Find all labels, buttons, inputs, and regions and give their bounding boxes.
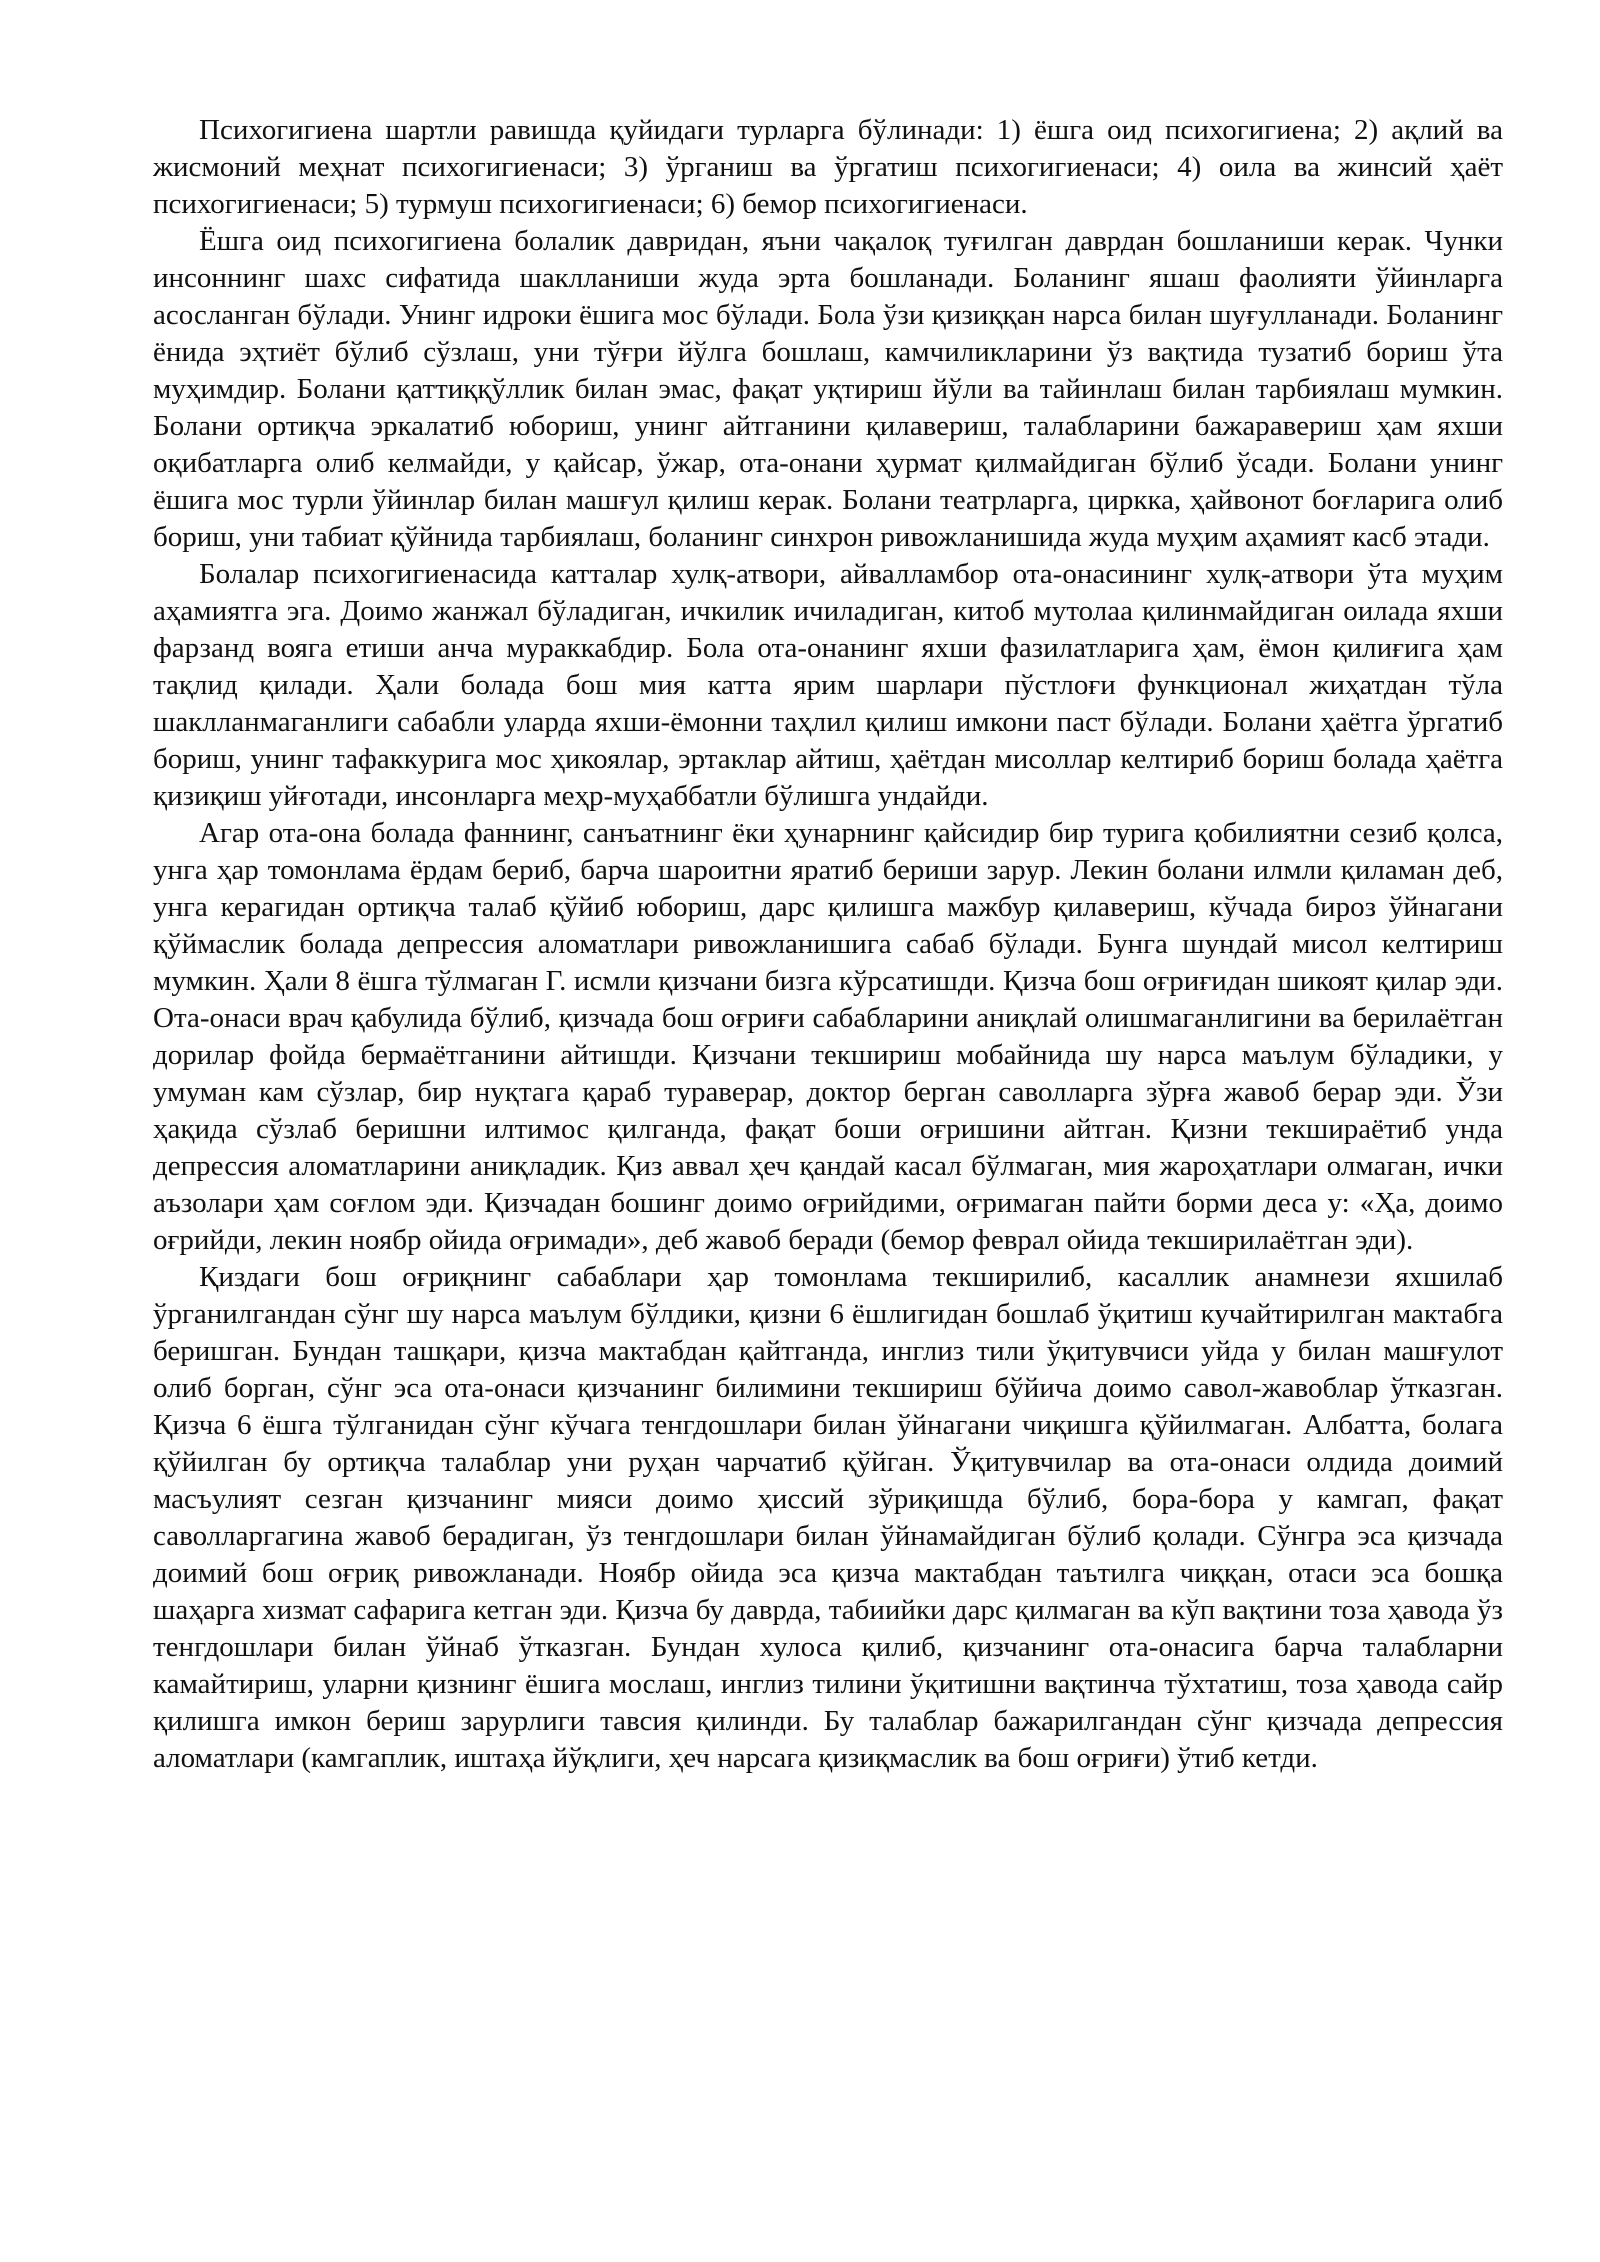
paragraph-age-psychohygiene: Ёшга оид психогигиена болалик давридан, яъни чақалоқ туғилган даврдан бошланиши керак. Чунки инсоннинг шахс сифатида шаклланиши жуда эрта бошланади. Боланинг яшаш фаолияти ўйинларга асосланган бўлади. Унинг идроки ёшига мос бўлади. Бола ўзи қизиққан нарса билан шуғулланади. Боланинг ёнида эҳтиёт бўлиб сўзлаш, уни тўғри йўлга бошлаш, камчиликларини ўз вақтида тузатиб бориш ўта муҳимдир. Болани қаттиққўллик билан эмас, фақат уқтириш йўли ва тайинлаш билан тарбиялаш мумкин. Болани ортиқча эркалатиб юбориш, унинг айтганини қилавериш, талабларини бажаравериш ҳам яхши оқибатларга олиб келмайди, у қайсар, ўжар, ота-онани ҳурмат қилмайдиган бўлиб ўсади. Болани унинг ёшига мос турли ўйинлар билан машғул қилиш керак. Болани театрларга, циркка, ҳайвонот боғларига олиб бориш, уни табиат қўйнида тарбиялаш, боланинг синхрон ривожланишида жуда муҳим аҳамият касб этади.	[153, 225, 1503, 553]
paragraph-adult-behavior: Болалар психогигиенасида катталар хулқ-атвори, айвалламбор ота-онасининг хулқ-атвори ўта муҳим аҳамиятга эга. Доимо жанжал бўладиган, ичкилик ичиладиган, китоб мутолаа қилинмайдиган оилада яхши фарзанд вояга етиши анча мураккабдир. Бола ота-онанинг яхши фазилатларига ҳам, ёмон қилиғига ҳам тақлид қилади. Ҳали болада бош мия катта ярим шарлари пўстлоғи функционал жиҳатдан тўла шаклланмаганлиги сабабли уларда яхши-ёмонни таҳлил қилиш имкони паст бўлади. Болани ҳаётга ўргатиб бориш, унинг тафаккурига мос ҳикоялар, эртаклар айтиш, ҳаётдан мисоллар келтириб бориш болада ҳаётга қизиқиш уйғотади, инсонларга меҳр-муҳаббатли бўлишга ундайди.	[153, 558, 1503, 812]
paragraph-psychohygiene-types: Психогигиена шартли равишда қуйидаги турларга бўлинади: 1) ёшга оид психогигиена; 2) ақлий ва жисмоний меҳнат психогигиенаси; 3) ўрганиш ва ўргатиш психогигиенаси; 4) оила ва жинсий ҳаёт психогигиенаси; 5) турмуш психогигиенаси; 6) бемор психогигиенаси.	[153, 114, 1503, 220]
paragraph-case-analysis: Қиздаги бош оғриқнинг сабаблари ҳар томонлама текширилиб, касаллик анамнези яхшилаб ўрганилгандан сўнг шу нарса маълум бўлдики, қизни 6 ёшлигидан бошлаб ўқитиш кучайтирилган мактабга беришган. Бундан ташқари, қизча мактабдан қайтганда, инглиз тили ўқитувчиси уйда у билан машғулот олиб борган, сўнг эса ота-онаси қизчанинг билимини текшириш бўйича доимо савол-жавоблар ўтказган. Қизча 6 ёшга тўлганидан сўнг кўчага тенгдошлари билан ўйнагани чиқишга қўйилмаган. Албатта, болага қўйилган бу ортиқча талаблар уни руҳан чарчатиб қўйган. Ўқитувчилар ва ота-онаси олдида доимий масъулият сезган қизчанинг мияси доимо ҳиссий зўриқишда бўлиб, бора-бора у камгап, фақат саволларгагина жавоб берадиган, ўз тенгдошлари билан ўйнамайдиган бўлиб қолади. Сўнгра эса қизчада доимий бош оғриқ ривожланади. Ноябр ойида эса қизча мактабдан таътилга чиққан, отаси эса бошқа шаҳарга хизмат сафарига кетган эди. Қизча бу даврда, табиийки дарс қилмаган ва кўп вақтини тоза ҳавода ўз тенгдошлари билан ўйнаб ўтказган. Бундан хулоса қилиб, қизчанинг ота-онасига барча талабларни камайтириш, уларни қизнинг ёшига мослаш, инглиз тилини ўқитишни вақтинча тўхтатиш, тоза ҳавода сайр қилишга имкон бериш зарурлиги тавсия қилинди. Бу талаблар бажарилгандан сўнг қизчада депрессия аломатлари (камгаплик, иштаҳа йўқлиги, ҳеч нарсага қизиқмаслик ва бош оғриғи) ўтиб кетди.	[153, 1261, 1503, 1774]
document-page	[153, 112, 1503, 1777]
paragraph-case-example: Агар ота-она болада фаннинг, санъатнинг ёки ҳунарнинг қайсидир бир турига қобилиятни сезиб қолса, унга ҳар томонлама ёрдам бериб, барча шароитни яратиб бериши зарур. Лекин болани илмли қиламан деб, унга керагидан ортиқча талаб қўйиб юбориш, дарс қилишга мажбур қилавериш, кўчада бироз ўйнагани қўймаслик болада депрессия аломатлари ривожланишига сабаб бўлади. Бунга шундай мисол келтириш мумкин. Ҳали 8 ёшга тўлмаган Г. исмли қизчани бизга кўрсатишди. Қизча бош оғриғидан шикоят қилар эди. Ота-онаси врач қабулида бўлиб, қизчада бош оғриғи сабабларини аниқлай олишмаганлигини ва берилаётган дорилар фойда бермаётганини айтишди. Қизчани текшириш мобайнида шу нарса маълум бўладики, у умуман кам сўзлар, бир нуқтага қараб тураверар, доктор берган саволларга зўрға жавоб берар эди. Ўзи ҳақида сўзлаб беришни илтимос қилганда, фақат боши оғришини айтган. Қизни текшираётиб унда депрессия аломатларини аниқладик. Қиз аввал ҳеч қандай касал бўлмаган, мия жароҳатлари олмаган, ички аъзолари ҳам соғлом эди. Қизчадан бошинг доимо оғрийдими, оғримаган пайти борми деса у: «Ҳа, доимо оғрийди, лекин ноябр ойида оғримади», деб жавоб беради (бемор феврал ойида текширилаётган эди).	[153, 817, 1503, 1256]
